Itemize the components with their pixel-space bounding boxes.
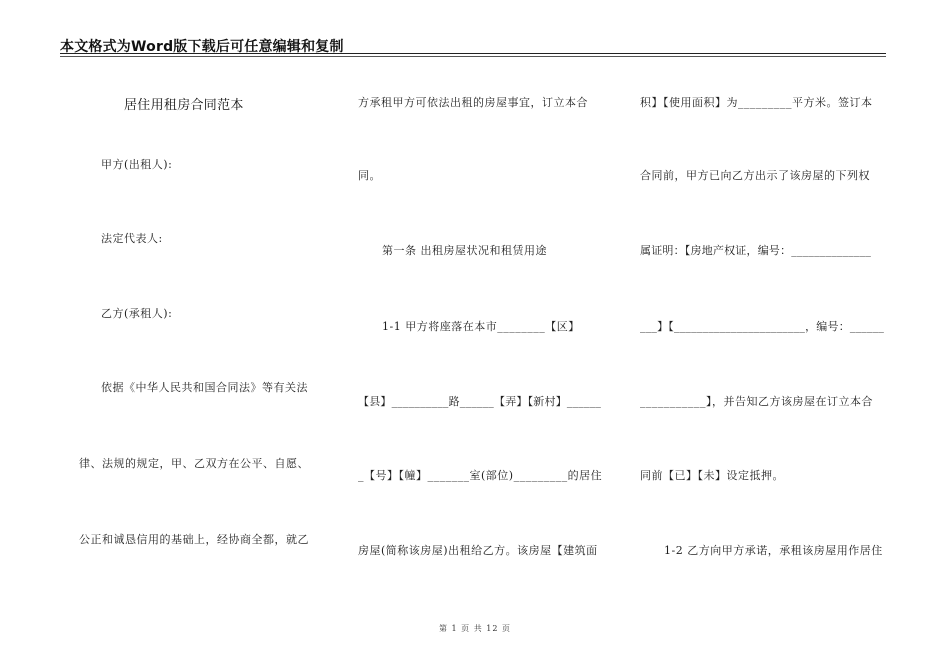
column-line: 同。 (358, 169, 381, 182)
column-line: 积】【使用面积】为_________平方米。签订本 (640, 96, 873, 109)
section-heading: 第一条 出租房屋状况和租赁用途 (382, 244, 547, 257)
column-line: 房屋(简称该房屋)出租给乙方。该房屋【建筑面 (358, 544, 598, 557)
column-line: ___________】，并告知乙方该房屋在订立本合 (640, 395, 873, 408)
column-line: 法定代表人: (101, 232, 163, 245)
column-line: 方承租甲方可依法出租的房屋事宜，订立本合 (358, 96, 588, 109)
column-line: 1-1 甲方将座落在本市________【区】 (382, 320, 580, 333)
column-line: 公正和诚恳信用的基础上，经协商全都，就乙 (79, 533, 309, 546)
column-line: 属证明：【房地产权证，编号：______________ (640, 244, 872, 257)
column-line: 甲方(出租人): (101, 158, 173, 171)
document-title: 居住用租房合同范本 (124, 98, 244, 113)
column-line: 同前【已】【未】设定抵押。 (640, 469, 784, 482)
column-line: 【县】__________路______【弄】【新村】______ (358, 395, 602, 408)
column-line: 乙方(承租人): (101, 307, 173, 320)
column-line: 1-2 乙方向甲方承诺，承租该房屋用作居住 (664, 544, 883, 557)
column-line: ___】【_______________________，编号：______ (640, 320, 885, 333)
column-line: 律、法规的规定，甲、乙双方在公平、自愿、 (79, 457, 309, 470)
column-line: 依据《中华人民共和国合同法》等有关法 (101, 381, 308, 394)
format-banner: 本文格式为Word版下载后可任意编辑和复制 (60, 39, 344, 55)
header-rule-bottom (60, 56, 886, 57)
page-number-footer: 第 1 页 共 12 页 (439, 624, 511, 633)
column-line: _【号】【幢】_______室(部位)_________的居住 (358, 469, 603, 482)
column-line: 合同前，甲方已向乙方出示了该房屋的下列权 (640, 169, 870, 182)
header-rule-top (60, 53, 886, 54)
